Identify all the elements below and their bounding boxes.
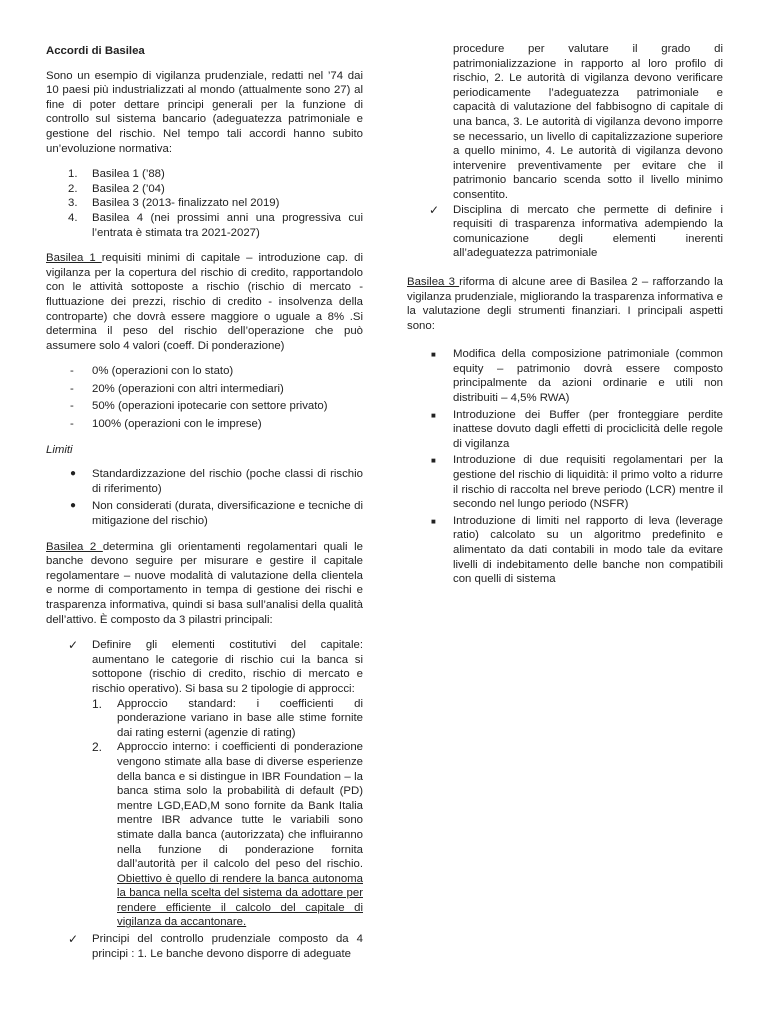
basilea1-text: requisiti minimi di capitale – introduzione cap. di vigilanza per la copertura del rischio di credito, rapportandolo con le attività sottoposte a rischio (rischio di mercato -fluttuazione dei prezzi, rischio di credito - insolvenza della controparte) che dovrà essere maggiore o uguale a 8% .Si determina il peso del rischio dell’operazione che può assumere solo 4 valori (coeff. Di ponderazione) — [46, 252, 363, 352]
list-marker: 3. — [68, 197, 78, 210]
list-item-text: Basilea 2 (’04) — [92, 182, 165, 195]
list-item-text: Non considerati (durata, diversificazione e tecniche di mitigazione del rischio) — [92, 500, 363, 528]
limits-list — [46, 467, 363, 528]
list-item-text: Approccio standard: i coefficienti di ponderazione variano in base alle stime fornite dai rating esterni (agenzie di rating) — [117, 697, 363, 739]
list-marker: - — [70, 418, 74, 431]
list-item-text: Basilea 1 (’88) — [92, 168, 165, 181]
list-item — [46, 182, 363, 197]
limits-heading: Limiti — [46, 443, 73, 456]
list-item-text: Introduzione di limiti nel rapporto di leva (leverage ratio) calcolato su un algoritmo predefinito e alimentato da dati contabili in modo tale da evitare livelli di indebitamento delle banche non compatibili con quelli di sistema — [453, 514, 723, 586]
list-marker: - — [70, 400, 74, 413]
objective-underlined-text: Obiettivo è quello di rendere la banca autonoma la banca nella scelta del sistema da adottare per rendere efficiente il calcolo del capitale di vigilanza da accantonare. — [117, 872, 363, 929]
basilea2-text: determina gli orientamenti regolamentari quali le banche devono seguire per misurare e gestire il capitale regolamentare – nuove modalità di valutazione della clientela e norme di comportamento in tempa di gestione dei rischi e trasparenza informativa, quindi si basa sull’analisi della qualità dell’attivo. È composto da 3 pilastri principali: — [46, 540, 363, 626]
list-item — [46, 211, 363, 240]
basilea1-heading: Basilea 1 — [46, 252, 102, 265]
basel-versions-list — [46, 167, 363, 240]
pillar-3-text: Disciplina di mercato che permette di definire i requisiti di trasparenza informativa adempiendo la comunicazione degli elementi inerenti all’adeguatezza patrimoniale — [453, 203, 723, 260]
list-item-text: 0% (operazioni con lo stato) — [92, 365, 234, 378]
list-marker: - — [70, 382, 74, 395]
left-column — [46, 44, 363, 972]
pillar-1-text: Definire gli elementi costitutivi del capitale: aumentano le categorie di rischio cui la banca si sottopone (rischio di credito, rischio di mercato e rischio operativo). Si basa su 2 tipologie di approcci: — [92, 639, 363, 695]
square-bullet-icon: ■ — [431, 410, 436, 420]
pillars-list-continued — [407, 203, 723, 261]
right-column — [407, 42, 723, 598]
list-item — [46, 467, 363, 496]
basilea3-heading: Basilea 3 — [407, 275, 460, 288]
list-item — [92, 740, 363, 930]
basilea2-paragraph — [46, 540, 363, 628]
list-item-text: Modifica della composizione patrimoniale (common equity – patrimonio dovrà essere composto principalmente da azioni ordinarie e utili non distribuiti – 4,5% RWA) — [453, 348, 723, 405]
list-marker: 2. — [68, 182, 78, 195]
list-marker: 4. — [68, 211, 78, 224]
list-item — [407, 408, 723, 452]
list-item — [46, 196, 363, 211]
list-item — [46, 417, 363, 432]
checkmark-icon: ✓ — [68, 932, 79, 947]
pillar-2-text: Principi del controllo prudenziale composto da 4 principi : 1. Le banche devono disporre di adeguate — [92, 933, 363, 960]
pillar-2-continued: procedure per valutare il grado di patrimonializzazione in rapporto al loro profilo di rischio, 2. Le autorità di vigilanza devono verificare periodicamente l’adeguatezza patrimoniale e capacità di valutazione del fabbisogno di capitale di una banca, 3. Le autorità di vigilanza devono imporre se necessario, un livello di capitalizzazione superiore a quello minimo, 4. Le autorità di vigilanza devono intervenire preventivamente per evitare che il patrimonio bancario scenda sotto il livello minimo consentito. — [453, 43, 723, 201]
checkmark-icon: ✓ — [68, 638, 79, 653]
checkmark-icon: ✓ — [429, 202, 440, 217]
pillars-list — [46, 638, 363, 961]
list-item — [46, 382, 363, 397]
list-item — [46, 638, 363, 930]
list-item — [46, 932, 363, 961]
document-title: Accordi di Basilea — [46, 45, 145, 57]
list-item — [46, 399, 363, 414]
list-marker: 1. — [68, 168, 78, 181]
list-item-text: Introduzione di due requisiti regolamentari per la gestione del rischio di liquidità: il primo volto a ridurre il rischio di raccolta nel breve periodo (LCR) mentre il secondo nel lungo periodo (NSFR) — [453, 454, 723, 511]
basilea3-text: riforma di alcune aree di Basilea 2 – rafforzando la vigilanza prudenziale, migliorando la trasparenza informativa e la valutazione degli strumenti finanziari. I principali aspetti sono: — [407, 275, 723, 332]
approaches-list — [92, 697, 363, 931]
list-item-text: 100% (operazioni con le imprese) — [92, 418, 262, 431]
bullet-icon: ● — [70, 500, 77, 512]
risk-weights-list — [46, 364, 363, 431]
list-item — [46, 364, 363, 379]
list-item-text: Introduzione dei Buffer (per fronteggiare perdite inattese dovuto dagli effetti di prociclicità delle regole di vigilanza — [453, 408, 723, 450]
basilea3-paragraph — [407, 275, 723, 333]
list-item — [46, 499, 363, 528]
square-bullet-icon: ■ — [431, 456, 436, 466]
square-bullet-icon: ■ — [431, 350, 436, 360]
list-item-text: Basilea 3 (2013- finalizzato nel 2019) — [92, 197, 280, 210]
list-item — [46, 167, 363, 182]
basilea1-paragraph — [46, 251, 363, 353]
intro-paragraph: Sono un esempio di vigilanza prudenziale, redatti nel ’74 dai 10 paesi più industrializzati al mondo (attualmente sono 27) al fine di poter dettare principi generali per la funzione di controllo sul sistema bancario (adeguatezza patrimoniale e gestione del rischio. Nel tempo tali accordi hanno subito un’evoluzione normativa: — [46, 69, 363, 155]
list-item-text: Approccio interno: i coefficienti di ponderazione vengono stimate alla base di diverse esperienze della banca e si distingue in IBR Foundation – la banca stima solo la probabilità di default (PD) mentre LGD,EAD,M sono fornite da Bank Italia mentre IBR advance tutte le variabili sono stimate dalla banca (autorizzata) che influiranno nella funzione di ponderazione fornita dall’autorità per il calcolo del peso del rischio. — [117, 741, 363, 871]
list-item-text: 50% (operazioni ipotecarie con settore privato) — [92, 400, 328, 413]
list-marker: 1. — [92, 696, 103, 711]
list-item-text: Standardizzazione del rischio (poche classi di rischio di riferimento) — [92, 468, 363, 495]
list-item-text: Basilea 4 (nei prossimi anni una progressiva cui l’entrata è stimata tra 2021-2027) — [92, 211, 363, 239]
basilea3-aspects-list — [407, 347, 723, 587]
bullet-icon: ● — [70, 468, 77, 480]
list-item — [407, 514, 723, 587]
list-item — [407, 203, 723, 261]
list-marker: - — [70, 365, 74, 378]
list-item-text: 20% (operazioni con altri intermediari) — [92, 382, 284, 395]
list-item — [407, 347, 723, 405]
list-item — [407, 453, 723, 511]
list-item — [92, 697, 363, 741]
basilea2-heading: Basilea 2 — [46, 540, 103, 553]
list-marker: 2. — [92, 740, 103, 755]
square-bullet-icon: ■ — [431, 516, 436, 526]
